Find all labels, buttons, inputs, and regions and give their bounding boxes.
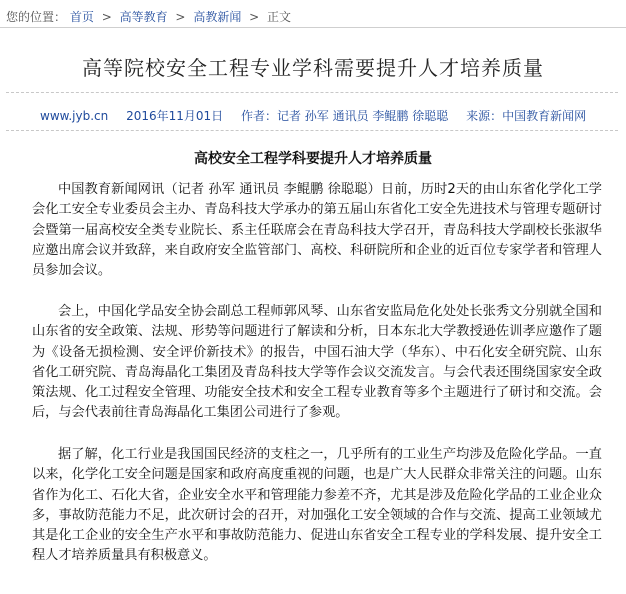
site-url: www.jyb.cn <box>40 109 109 123</box>
article-author: 作者：记者 孙军 通讯员 李鲲鹏 徐聪聪 <box>240 109 449 123</box>
article-paragraph: 据了解，化工行业是我国国民经济的支柱之一，几乎所有的工业生产均涉及危险化学品。一直以来，化学化工安全问题是国家和政府高度重视的问题，也是广大人民群众非常关注的问题。山东省作为化工、石化大省，企业安全水平和管理能力参差不齐，尤其是涉及危险化学品的工业企业众多，事故防范能力不足，此次研讨会的召开，对加强化工安全领域的合作与交流、提高工业领域尤其是化工企业的安全生产水平和事故防范能力、促进山东省安全工程专业的学科发展、提升安全工程人才培养质量具有积极意义。 <box>32 447 602 564</box>
top-divider <box>0 27 626 28</box>
breadcrumb-home-link[interactable]: 首页 <box>69 10 94 24</box>
breadcrumb-separator: > <box>101 10 112 24</box>
article-source: 来源：中国教育新闻网 <box>466 109 587 123</box>
breadcrumb-label: 您的位置： <box>6 10 67 24</box>
article-title: 高等院校安全工程专业学科需要提升人才培养质量 <box>82 56 544 80</box>
article-paragraph: 会上，中国化学品安全协会副总工程师郭风琴、山东省安监局危化处处长张秀文分别就全国和山东省的安全政策、法规、形势等问题进行了解读和分析，日本东北大学教授逊佐训孝应邀作了题为《设备无损检测、安全评价新技术》的报告，中国石油大学（华东）、中石化安全研究院、山东省化工研究院、青岛海晶化工集团及青岛科技大学等作会议交流发言。与会代表还围绕国家安全政策法规、化工过程安全管理、功能安全技术和安全工程专业教育等多个主题进行了研讨和交流。会后，与会代表前往青岛海晶化工集团公司进行了参观。 <box>32 304 602 421</box>
title-divider <box>6 92 618 93</box>
breadcrumb-higher-education-link[interactable]: 高等教育 <box>119 10 168 24</box>
article-subheading: 高校安全工程学科要提升人才培养质量 <box>194 151 432 167</box>
breadcrumb-news-link[interactable]: 高教新闻 <box>193 10 242 24</box>
article-meta <box>40 107 600 124</box>
breadcrumb-separator: > <box>249 10 260 24</box>
breadcrumb-current: 正文 <box>267 10 292 24</box>
article-paragraph: 中国教育新闻网讯（记者 孙军 通讯员 李鲲鹏 徐聪聪）日前，历时2天的由山东省化学化工学会化工安全专业委员会主办、青岛科技大学承办的第五届山东省化工安全先进技术与管理专题研讨会暨第一届高校安全类专业院长、系主任联席会在青岛科技大学召开，青岛科技大学副校长张淑华应邀出席会议并致辞，来自政府安全监管部门、高校、科研院所和企业的近百位专家学者和管理人员参加会议。 <box>32 182 602 279</box>
publish-date: 2016年11月01日 <box>126 109 224 123</box>
breadcrumb-separator: > <box>175 10 186 24</box>
meta-divider <box>6 130 618 131</box>
breadcrumb <box>6 8 291 25</box>
